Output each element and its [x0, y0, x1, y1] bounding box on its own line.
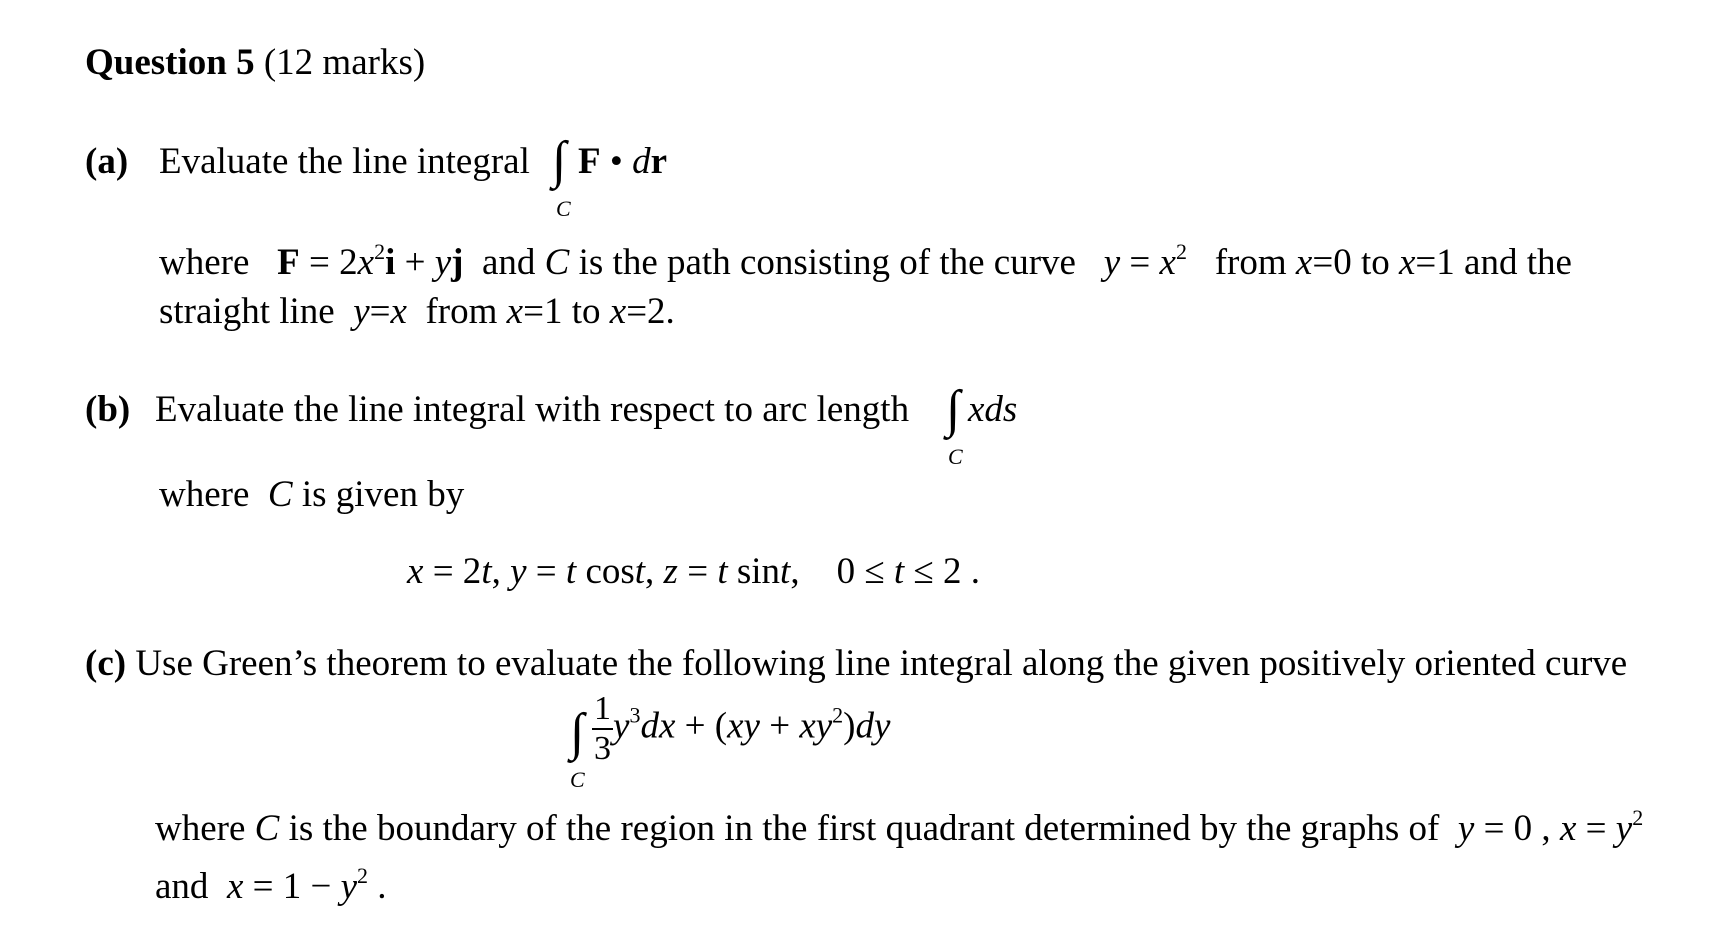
- part-c-integrand: $\frac{1}{3}$ $y^3dx + (xy + xy^2)dy$: [594, 690, 891, 767]
- part-c-integral-sign: ∫: [570, 704, 585, 761]
- question-header: [85, 44, 425, 81]
- part-a-line-2: straight line y=x from x=1 to x=2.: [159, 291, 675, 332]
- part-a-intro: Evaluate the line integral: [159, 141, 530, 182]
- part-c-integral-subscript: C: [570, 767, 585, 792]
- part-a-integral-sign: ∫: [552, 132, 567, 189]
- part-b-integral-subscript: C: [948, 444, 963, 469]
- question-marks: (12 marks): [263, 42, 426, 83]
- part-b-integrand: xds: [968, 389, 1018, 430]
- part-c-intro-line: [85, 645, 1627, 682]
- part-b-where-line: where C is given by: [159, 474, 465, 515]
- part-b-label: (b): [85, 389, 131, 430]
- part-c-fraction: $\frac{1}{3}$: [594, 690, 611, 767]
- part-a-integral-subscript: C: [556, 196, 571, 221]
- question-title: Question 5: [85, 42, 255, 83]
- part-b-integral-sign: ∫: [946, 381, 961, 438]
- part-c-and-line: and $x = 1 - y^2$ .: [155, 863, 387, 907]
- part-b-parametrization: x = 2t, y = t cost, z = t sint, 0 ≤ t ≤ 2 .: [407, 551, 980, 592]
- part-a-label: (a): [85, 141, 129, 182]
- part-c-label: (c): [85, 643, 127, 684]
- part-a-integrand: F • dr: [578, 141, 668, 182]
- part-b-intro: Evaluate the line integral with respect to arc length: [155, 389, 910, 430]
- part-a-line-1: where $F = 2x^2i$ + yj and C is the path consisting of the curve $y = x^2$ from x=0 to x=1 and the: [159, 239, 1572, 283]
- part-c-intro: Use Green’s theorem to evaluate the following line integral along the given positively oriented curve: [135, 643, 1628, 684]
- part-c-where-line: where C is the boundary of the region in the first quadrant determined by the graphs of y = 0 , $x = y^2$: [155, 805, 1644, 849]
